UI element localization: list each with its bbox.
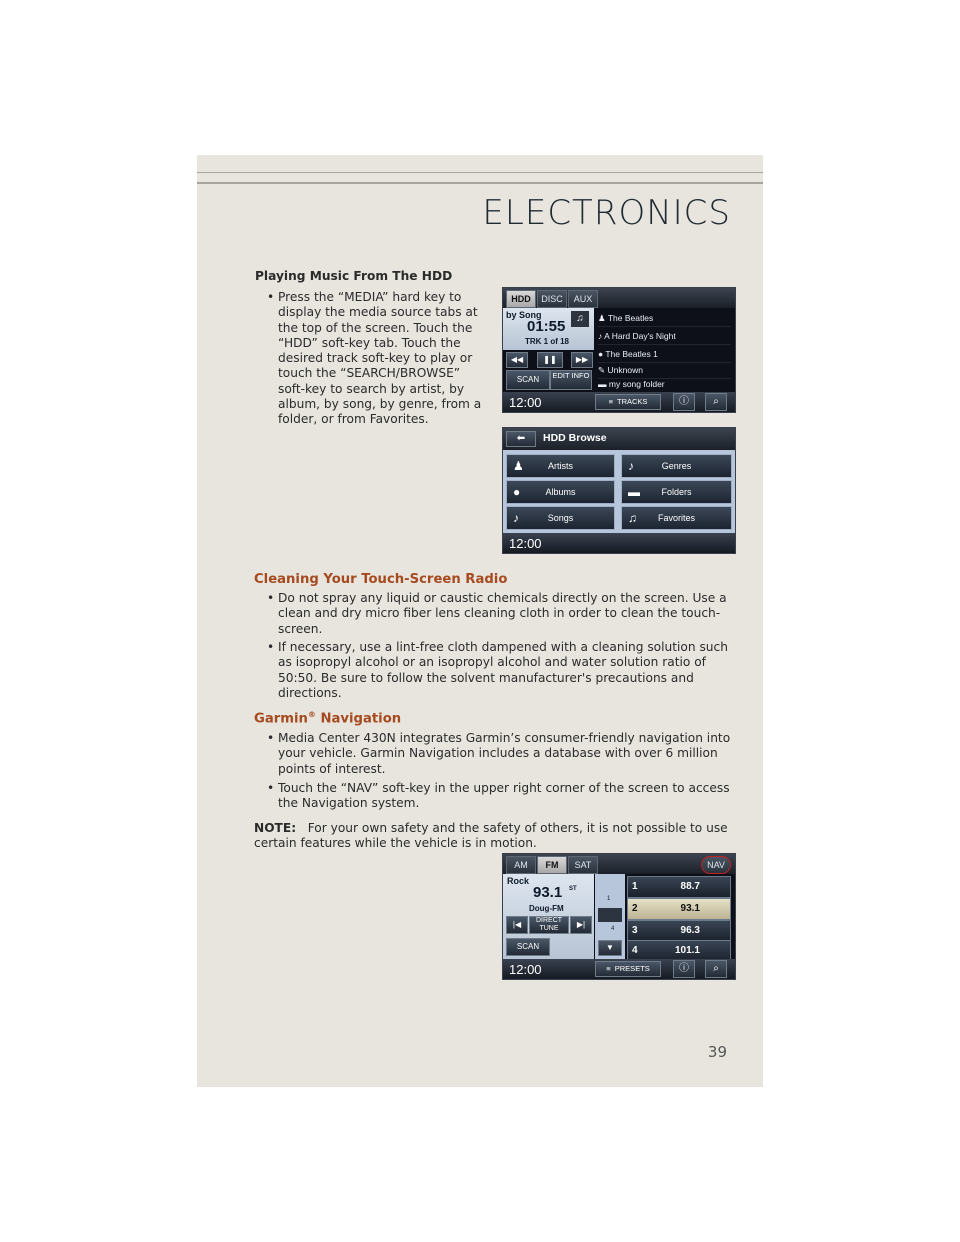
- tab-fm[interactable]: FM: [537, 856, 567, 874]
- signal-bar: [598, 908, 622, 922]
- folder-icon: ▬: [628, 485, 640, 499]
- fast-forward-button[interactable]: [571, 352, 593, 368]
- preset-number: 2: [632, 903, 638, 914]
- garmin-heading: [254, 710, 401, 726]
- cleaning-bullet-text: If necessary, use a lint-free cloth dampened with a cleaning solution such as isopropyl alcohol or an isopropyl alcohol and water solution ratio of 50:50. Be sure to follow the solvent manufacturer's precautions and directions.: [278, 640, 728, 700]
- tracks-button[interactable]: [595, 394, 661, 410]
- browse-title: HDD Browse: [543, 432, 607, 444]
- list-item-label: The Beatles: [607, 313, 654, 323]
- favorite-music-icon[interactable]: ♫: [571, 311, 589, 327]
- preset-frequency: 93.1: [680, 903, 700, 914]
- albums-label: Albums: [545, 487, 576, 497]
- favorites-label: Favorites: [657, 513, 695, 523]
- hdd-bullet: [267, 290, 485, 428]
- note-icon: ♪: [598, 331, 603, 341]
- folders-button[interactable]: [621, 480, 732, 504]
- bottom-bar: [503, 533, 735, 553]
- pause-icon: ❚❚: [543, 355, 557, 364]
- cleaning-bullet-text: Do not spray any liquid or caustic chemicals directly on the screen. Use a clean and dry micro fiber lens cleaning cloth in order to clean the touch-screen.: [278, 591, 727, 636]
- list-item[interactable]: [598, 346, 731, 363]
- note-label: NOTE:: [254, 821, 297, 835]
- list-icon: ≡: [606, 964, 611, 973]
- garmin-bullet-text: Touch the “NAV” soft-key in the upper right corner of the screen to access the Navigation system.: [278, 781, 730, 811]
- frequency: 93.1: [533, 884, 563, 901]
- artists-button[interactable]: [506, 454, 615, 478]
- disc-icon: ●: [513, 485, 521, 499]
- cleaning-heading: Cleaning Your Touch-Screen Radio: [254, 572, 508, 587]
- band-tab-bar: [503, 854, 735, 874]
- nav-button[interactable]: NAV: [701, 856, 731, 874]
- down-arrow-icon[interactable]: ▼: [598, 940, 622, 956]
- seek-back-icon[interactable]: |◀: [506, 916, 528, 934]
- manual-page: [197, 155, 763, 1087]
- scan-button[interactable]: SCAN: [506, 370, 550, 390]
- tab-disc[interactable]: DISC: [537, 290, 567, 308]
- presets-button[interactable]: [595, 961, 661, 977]
- fast-forward-icon: ▶▶: [575, 355, 589, 364]
- bullet-dot: •: [267, 781, 275, 795]
- hdd-heading: Playing Music From The HDD: [255, 269, 453, 283]
- now-playing-panel: [503, 308, 594, 350]
- artist-icon: ♟: [598, 313, 606, 323]
- note: [254, 821, 734, 852]
- clock: 12:00: [509, 536, 542, 551]
- hdd-bullet-text: Press the “MEDIA” hard key to display the media source tabs at the top of the screen. Touch the “HDD” soft-key tab. Touch the desired track soft-key to play or touch the “SEARCH/BROWSE” soft-key to search by artist, by album, by song, by genre, from a folder, or from Favorites.: [278, 290, 482, 427]
- station-panel: [503, 874, 594, 959]
- tab-hdd[interactable]: HDD: [506, 290, 536, 308]
- hdd-player-screen: [502, 287, 736, 413]
- list-item-label: my song folder: [608, 379, 665, 389]
- page-number: 39: [707, 1043, 727, 1061]
- signal-top-label: 1: [607, 896, 611, 902]
- garmin-bullet: [267, 781, 733, 812]
- list-item[interactable]: [598, 376, 731, 393]
- bullet-dot: •: [267, 591, 275, 605]
- radio-screen: [502, 853, 736, 980]
- signal-meter: [595, 874, 625, 959]
- artists-label: Artists: [547, 461, 573, 471]
- hdd-browse-screen: [502, 427, 736, 554]
- station-name: Doug-FM: [529, 904, 564, 913]
- search-icon[interactable]: ⌕: [705, 960, 727, 978]
- direct-tune-button[interactable]: DIRECT TUNE: [529, 916, 569, 934]
- cleaning-bullet: [267, 640, 733, 701]
- bullet-dot: •: [267, 640, 275, 654]
- search-icon[interactable]: ⌕: [705, 393, 727, 411]
- preset-frequency: 101.1: [674, 945, 700, 956]
- browse-header: [503, 428, 735, 450]
- clock: 12:00: [509, 395, 542, 410]
- cleaning-bullet: [267, 591, 733, 637]
- guitar-icon: ✎: [598, 365, 606, 375]
- list-item[interactable]: [598, 310, 731, 327]
- stereo-indicator: ST: [569, 886, 577, 892]
- garmin-bullet: [267, 731, 733, 777]
- preset-number: 4: [632, 945, 638, 956]
- guitar-icon: ♪: [628, 459, 634, 473]
- tab-aux[interactable]: AUX: [568, 290, 598, 308]
- back-arrow-icon[interactable]: ⬅: [506, 431, 536, 447]
- garmin-heading-rest: Navigation: [315, 711, 402, 727]
- disc-icon: ●: [598, 349, 604, 359]
- preset-frequency: 96.3: [680, 925, 700, 936]
- info-icon[interactable]: ⓘ: [673, 960, 695, 978]
- folders-label: Folders: [661, 487, 692, 497]
- garmin-heading-name: Garmin: [254, 711, 308, 727]
- tab-am[interactable]: AM: [506, 856, 536, 874]
- artist-icon: ♟: [513, 459, 524, 473]
- bullet-dot: •: [267, 290, 275, 304]
- edit-info-button[interactable]: EDIT INFO: [550, 370, 592, 390]
- track-count: TRK 1 of 18: [525, 337, 570, 346]
- songs-label: Songs: [547, 513, 574, 523]
- source-tab-bar: [503, 288, 735, 308]
- rewind-icon: ◀◀: [510, 355, 524, 364]
- preset-number: 1: [632, 881, 638, 892]
- tracks-label: TRACKS: [617, 397, 648, 406]
- list-item[interactable]: [598, 328, 731, 345]
- presets-label: PRESETS: [614, 964, 650, 973]
- list-icon: ≡: [608, 397, 613, 406]
- header-rule-thick: [197, 182, 763, 184]
- registered-mark: ®: [307, 710, 316, 719]
- garmin-bullet-text: Media Center 430N integrates Garmin’s consumer-friendly navigation into your vehicle. Garmin Navigation includes a database with over 6 million points of interest.: [278, 731, 731, 776]
- preset-frequency: 88.7: [680, 881, 700, 892]
- play-mode-label: by Song: [506, 310, 542, 320]
- preset-button[interactable]: [627, 920, 731, 942]
- list-item-label: Unknown: [607, 365, 643, 375]
- preset-button[interactable]: [627, 876, 731, 898]
- preset-button[interactable]: [627, 898, 731, 920]
- albums-button[interactable]: [506, 480, 615, 504]
- header-rule-thin: [197, 172, 763, 173]
- bottom-bar: [503, 959, 735, 979]
- bottom-bar: [503, 392, 735, 412]
- clock: 12:00: [509, 962, 542, 977]
- section-title: ELECTRONICS: [482, 193, 731, 233]
- favorite-music-icon: ♫: [628, 511, 637, 525]
- songs-button[interactable]: [506, 506, 615, 530]
- tab-sat[interactable]: SAT: [568, 856, 598, 874]
- folder-icon: ▬: [598, 379, 607, 389]
- favorites-button[interactable]: [621, 506, 732, 530]
- note-icon: ♪: [513, 511, 519, 525]
- bullet-dot: •: [267, 731, 275, 745]
- genres-button[interactable]: [621, 454, 732, 478]
- signal-bottom-label: 4: [611, 926, 615, 932]
- genres-label: Genres: [661, 461, 692, 471]
- note-text: For your own safety and the safety of others, it is not possible to use certain features while the vehicle is in motion.: [254, 821, 728, 851]
- elapsed-time: 01:55: [527, 318, 566, 335]
- scan-button[interactable]: SCAN: [506, 938, 550, 956]
- info-icon[interactable]: ⓘ: [673, 393, 695, 411]
- genre-label: Rock: [507, 876, 530, 886]
- list-item-label: A Hard Day's Night: [604, 331, 676, 341]
- rewind-button[interactable]: [506, 352, 528, 368]
- list-item-label: The Beatles 1: [605, 349, 658, 359]
- preset-number: 3: [632, 925, 638, 936]
- pause-button[interactable]: [537, 352, 563, 368]
- seek-forward-icon[interactable]: ▶|: [570, 916, 592, 934]
- browse-grid: [503, 450, 735, 533]
